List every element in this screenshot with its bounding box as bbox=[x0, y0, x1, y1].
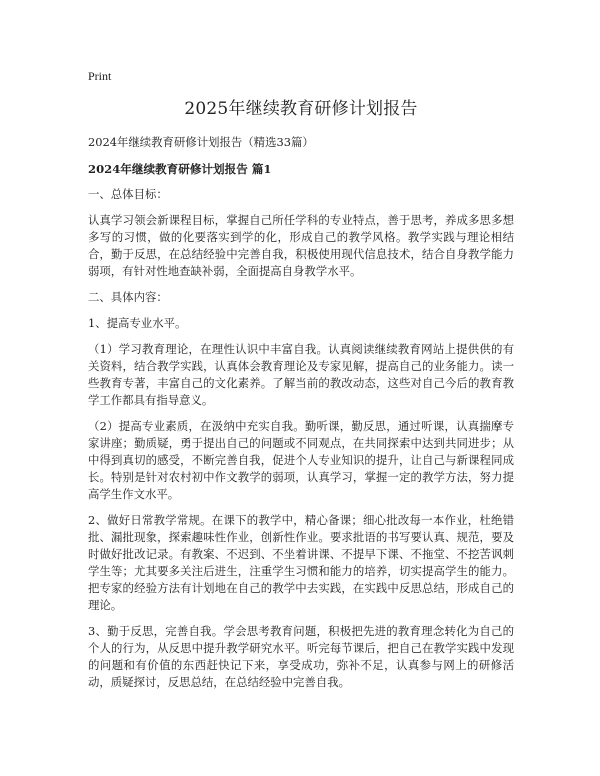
paragraph-goal-heading: 一、总体目标： bbox=[88, 187, 168, 201]
paragraph-content-heading: 二、具体内容： bbox=[88, 290, 168, 304]
paragraph-item-2: 2、做好日常教学常规。在课下的教学中，精心备课；细心批改每一本作业，杜绝错批、漏批现象，探索趣味性作业，创新性作业。要求批语的书写要认真、规范，要及时做好批改记录。有教案、不迟到、不坐着讲课、不提早下课、不拖堂、不挖苦讽刺学生等；尤其要多关注后进生，注重学生习惯和能力的培养，切实提高学生的能力。把专家的经验方法有计划地在自己的教学中去实践，在实践中反思总结，形成自己的理论。 bbox=[88, 513, 514, 612]
paragraph-goal-body: 认真学习领会新课程目标，掌握自己所任学科的专业特点，善于思考，养成多思多想多写的习惯，做的化要落实到学的化，形成自己的教学风格。教学实践与理论相结合，勤于反思，在总结经验中完善自我，积极使用现代信息技术，结合自身教学能力弱项，有针对性地查缺补弱，全面提高自身教学水平。 bbox=[88, 213, 514, 278]
document-title: 2025年继续教育研修计划报告 bbox=[184, 99, 418, 119]
section-heading: 2024年继续教育研修计划报告 篇1 bbox=[88, 162, 272, 176]
print-link[interactable]: Print bbox=[88, 69, 112, 83]
paragraph-item-1-part-1: （1）学习教育理论，在理性认识中丰富自我。认真阅读继续教育网站上提供供的有关资料，结合教学实践，认真体会教育理论及专家见解，提高自己的业务能力。读一些教育专著，丰富自己的文化素养。了解当前的教改动态，这些对自己今后的教育教学工作都具有指导意义。 bbox=[88, 342, 514, 407]
document-subtitle: 2024年继续教育研修计划报告（精选33篇） bbox=[88, 135, 314, 149]
paragraph-item-1-heading: 1、提高专业水平。 bbox=[88, 316, 187, 330]
paragraph-item-1-part-2: （2）提高专业素质，在汲纳中充实自我。勤听课，勤反思，通过听课，认真揣摩专家讲座；勤质疑，勇于提出自己的问题或不同观点，在共同探索中达到共同进步；从中得到真切的感受，不断完善自我，促进个人专业知识的提升，让自己与新课程同成长。特别是针对农村初中作文教学的弱项，认真学习，掌握一定的教学方法，努力提高学生作文水平。 bbox=[88, 419, 514, 501]
paragraph-item-3: 3、勤于反思，完善自我。学会思考教育问题，积极把先进的教育理念转化为自己的个人的行为，从反思中提升教学研究水平。听完每节课后，把自己在教学实践中发现的问题和有价值的东西赶快记下来，享受成功，弥补不足，认真参与网上的研修活动，质疑探讨，反思总结，在总结经验中完善自我。 bbox=[88, 624, 514, 689]
